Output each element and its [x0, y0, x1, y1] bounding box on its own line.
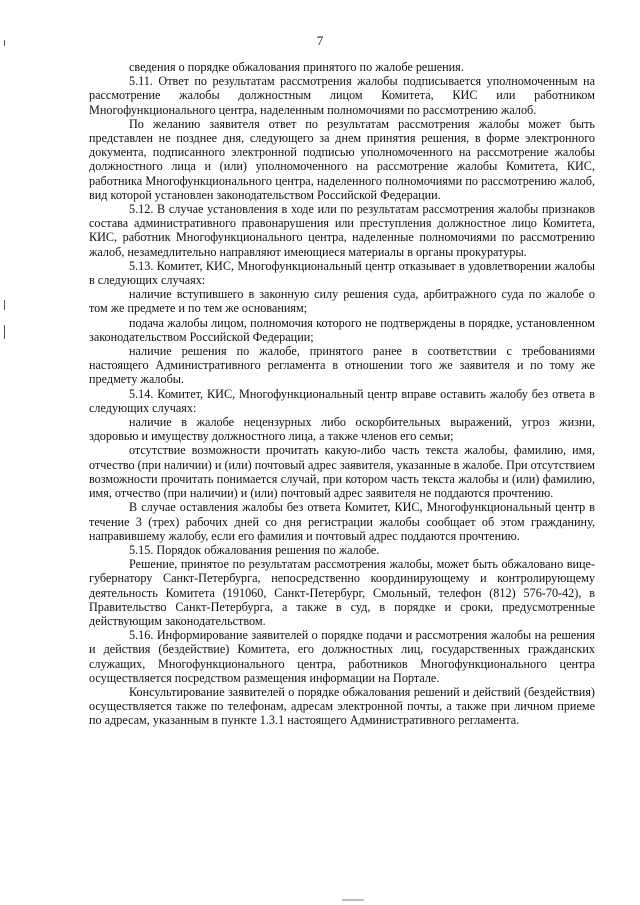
list-item-court-decision: наличие вступившего в законную силу решения суда, арбитражного суда по жалобе о том же предмете и по тем же основаниям;: [89, 287, 595, 316]
paragraph-5-12: 5.12. В случае установления в ходе или по результатам рассмотрения жалобы признаков состава административного правонарушения или преступления должностное лицо Комитета, КИС, работник Многофункционального центра, наделенные полномочиями по рассмотрению жалоб, незамедлительно направляют имеющиеся материалы в органы прокуратуры.: [89, 202, 595, 259]
paragraph-no-answer-notice: В случае оставления жалобы без ответа Комитет, КИС, Многофункциональный центр в течение 3 (трех) рабочих дней со дня регистрации жалобы сообщает об этом гражданину, направившему жалобу, если его фамилия и почтовый адрес поддаются прочтению.: [89, 500, 595, 543]
scan-artifact: [342, 899, 364, 901]
list-item-unreadable-text: отсутствие возможности прочитать какую-либо часть текста жалобы, фамилию, имя, отчество (при наличии) и (или) почтовый адрес заявителя, указанные в жалобе. При отсутствием возможности прочитать понимается случай, при котором часть текста жалобы и (или) фамилию, имя, отчество (при наличии) и (или) почтовый адрес заявителя не поддаются прочтению.: [89, 443, 595, 501]
paragraph-5-14: 5.14. Комитет, КИС, Многофункциональный центр вправе оставить жалобу без ответа в следующих случаях:: [89, 386, 595, 415]
paragraph-5-15: 5.15. Порядок обжалования решения по жалобе.: [129, 542, 380, 557]
document-body: [89, 60, 595, 728]
list-item-previous-decision: наличие решения по жалобе, принятого ранее в соответствии с требованиями настоящего Административного регламента в отношении того же заявителя и по тому же предмету жалобы.: [89, 344, 595, 387]
paragraph-5-16: 5.16. Информирование заявителей о порядке подачи и рассмотрения жалобы на решения и действия (бездействие) Комитета, его должностных лиц, государственных гражданских служащих, Многофункционального центра, работников Многофункционального центра осуществляется посредством размещения информации на Портале.: [89, 628, 595, 685]
paragraph-electronic-answer: По желанию заявителя ответ по результатам рассмотрения жалобы может быть представлен не позднее дня, следующего за днем принятия решения, в форме электронного документа, подписанного электронной подписью уполномоченного на рассмотрение жалобы должностного лица и (или) уполномоченного на рассмотрение жалобы Комитета, КИС, работника Многофункционального центра, наделенного полномочиями по рассмотрению жалоб, вид которой установлен законодательством Российской Федерации.: [89, 116, 595, 202]
list-item-obscene-language: наличие в жалобе нецензурных либо оскорбительных выражений, угроз жизни, здоровью и имуществу должностного лица, а также членов его семьи;: [89, 415, 595, 444]
paragraph-appeal-procedure: Решение, принятое по результатам рассмотрения жалобы, может быть обжаловано вице-губернатору Санкт-Петербурга, непосредственно координирующему и контролирующему деятельность Комитета (191060, Санкт-Петербург, Смольный, телефон (812) 576-70-42), в Правительство Санкт-Петербурга, а также в суд, в порядке и сроки, предусмотренные действующим законодательством.: [89, 557, 595, 628]
paragraph-consultation: Консультирование заявителей о порядке обжалования решений и действий (бездействия) осуществляется также по телефонам, адресам электронной почты, а также при личном приеме по адресам, указанным в пункте 1.3.1 настоящего Административного регламента.: [89, 684, 595, 728]
paragraph-5-11: 5.11. Ответ по результатам рассмотрения жалобы подписывается уполномоченным на рассмотрение жалобы должностным лицом Комитета, КИС или работником Многофункционального центра, наделенным полномочиями по рассмотрению жалоб.: [89, 74, 595, 117]
page-number: 7: [316, 33, 324, 48]
paragraph-continuation: сведения о порядке обжалования принятого по жалобе решения.: [129, 60, 464, 74]
paragraph-5-13: 5.13. Комитет, КИС, Многофункциональный центр отказывает в удовлетворении жалобы в следующих случаях:: [89, 258, 595, 288]
scan-margin-mark: [4, 300, 5, 310]
list-item-unauthorized-person: подача жалобы лицом, полномочия которого не подтверждены в порядке, установленном законодательством Российской Федерации;: [89, 315, 595, 344]
scan-margin-mark: [4, 325, 5, 339]
